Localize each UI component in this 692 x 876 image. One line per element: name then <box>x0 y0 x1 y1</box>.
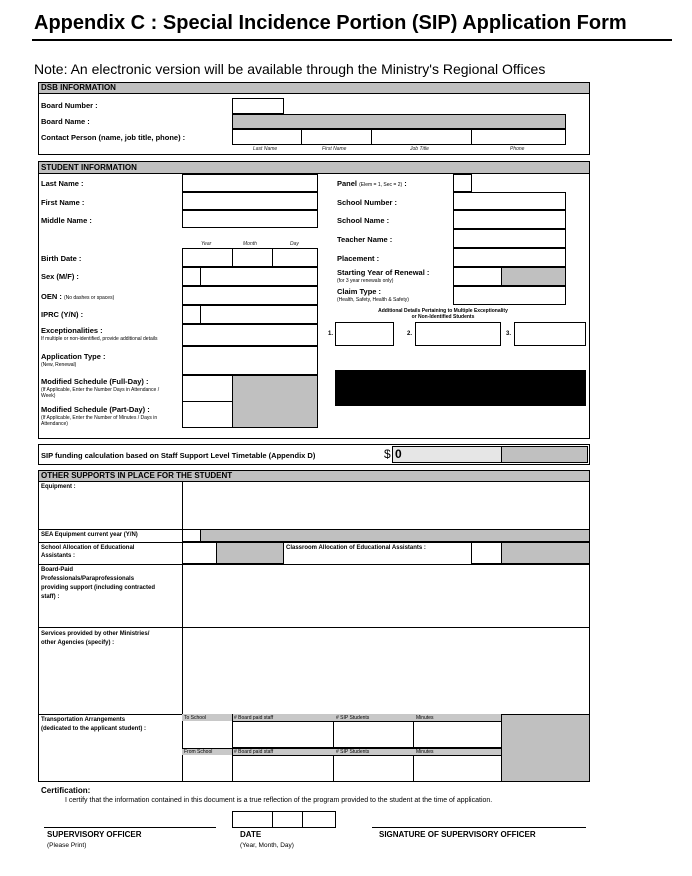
to-sip-students-field[interactable] <box>333 721 414 748</box>
placement-label: Placement : <box>337 254 380 263</box>
mod-part-sub1: (If Applicable, Enter the Number of Minutes / Days in <box>41 415 158 421</box>
col-day: Day <box>290 241 299 247</box>
iprc-label: IPRC (Y/N) : <box>41 310 84 319</box>
col-month: Month <box>243 241 257 247</box>
board-paid-label-2: Professionals/Paraprofessionals <box>41 576 135 582</box>
school-alloc-grey <box>216 542 284 564</box>
transport-label-1: Transportation Arrangements <box>41 717 126 723</box>
starting-year-grey <box>501 267 566 286</box>
placement-field[interactable] <box>453 248 566 267</box>
application-type-field[interactable] <box>182 346 318 375</box>
board-number-field[interactable] <box>232 98 284 114</box>
transport-label-2: (dedicated to the applicant student) : <box>41 726 147 732</box>
redacted-block <box>335 370 586 406</box>
funding-currency: $ <box>384 447 391 461</box>
birth-day-field[interactable] <box>272 248 318 267</box>
date-year-field[interactable] <box>232 811 273 828</box>
to-school-label: To School <box>184 715 206 721</box>
board-paid-label-1: Board-Paid <box>41 567 74 573</box>
to-minutes-field[interactable] <box>413 721 502 748</box>
claim-type-field[interactable] <box>453 286 566 305</box>
services-label-2: other Agencies (specify) : <box>41 640 115 646</box>
starting-year-label: Starting Year of Renewal : <box>337 268 430 277</box>
to-board-paid-field[interactable] <box>232 721 334 748</box>
sex-extra-field <box>200 267 318 286</box>
equipment-label: Equipment : <box>41 484 76 490</box>
transport-grey <box>501 714 590 782</box>
date-month-field[interactable] <box>272 811 303 828</box>
col-year: Year <box>201 241 212 247</box>
from-sip-students-field[interactable] <box>333 755 414 782</box>
to-board-paid-staff: # Board paid staff <box>234 715 274 721</box>
last-name-field[interactable] <box>182 174 318 192</box>
oen-label-text: OEN : <box>41 292 62 301</box>
board-paid-label-3: providing support (including contracted <box>41 585 155 591</box>
additional-details-line1: Additional Details Pertaining to Multiple Exceptionality <box>378 308 508 314</box>
birth-date-label: Birth Date : <box>41 254 82 263</box>
contact-job-title-field[interactable] <box>371 129 472 145</box>
exceptionalities-sub: If multiple or non-identified, provide additional details <box>41 336 158 342</box>
sex-field[interactable] <box>182 267 201 286</box>
sea-label: SEA Equipment current year (Y/N) <box>41 532 138 538</box>
panel-field[interactable] <box>453 174 472 192</box>
from-minutes-field[interactable] <box>413 755 502 782</box>
supervisory-officer-label: SUPERVISORY OFFICER <box>47 830 142 839</box>
panel-colon: : <box>404 179 407 188</box>
school-name-label: School Name : <box>337 216 390 225</box>
signature-label: SIGNATURE OF SUPERVISORY OFFICER <box>379 830 536 839</box>
birth-month-field[interactable] <box>232 248 273 267</box>
funding-value: 0 <box>395 447 402 461</box>
col-job-title: Job Title <box>410 146 429 152</box>
first-name-label: First Name : <box>41 198 85 207</box>
claim-type-sub: (Health, Safety, Health & Safety) <box>337 297 409 303</box>
date-sub-label: (Year, Month, Day) <box>240 842 294 849</box>
funding-grey <box>501 446 588 463</box>
sex-label: Sex (M/F) : <box>41 272 79 281</box>
from-school-label: From School <box>184 749 213 755</box>
school-alloc-label-1: School Allocation of Educational <box>41 545 135 551</box>
please-print-label: (Please Print) <box>47 842 87 849</box>
signature-line <box>372 827 586 828</box>
middle-name-label: Middle Name : <box>41 216 92 225</box>
sea-field[interactable] <box>182 529 201 542</box>
board-name-field <box>232 114 566 129</box>
application-type-label: Application Type : <box>41 352 106 361</box>
page-title: Appendix C : Special Incidence Portion (SIP) Application Form <box>34 12 627 34</box>
additional-details-line2: or Non-Identified Students <box>411 314 475 320</box>
date-day-field[interactable] <box>302 811 336 828</box>
panel-label <box>337 179 407 188</box>
col-first-name: First Name <box>322 146 347 152</box>
to-minutes: Minutes <box>416 715 434 721</box>
mod-full-sub2: Week) <box>41 393 56 399</box>
school-alloc-label-2: Assistants : <box>41 553 76 559</box>
mod-full-field[interactable] <box>182 375 233 402</box>
additional-detail-2-field[interactable] <box>415 322 501 346</box>
middle-name-field[interactable] <box>182 210 318 228</box>
oen-field[interactable] <box>182 286 318 305</box>
oen-sub: (No dashes or spaces) <box>63 295 115 301</box>
funding-label: SIP funding calculation based on Staff Support Level Timetable (Appendix D) <box>41 451 316 460</box>
mod-part-sub2: Attendance) <box>41 421 68 427</box>
school-alloc-field[interactable] <box>182 542 217 564</box>
iprc-field[interactable] <box>182 305 201 324</box>
board-name-label: Board Name : <box>41 117 90 126</box>
mod-schedule-grey <box>232 375 318 428</box>
from-board-paid-field[interactable] <box>232 755 334 782</box>
classroom-alloc-field[interactable] <box>471 542 502 564</box>
certification-text: I certify that the information contained in this document is a true reflection of the program provided to the student at the time of application. <box>65 797 493 804</box>
panel-sub: (Elem = 1, Sec = 2) <box>359 182 403 188</box>
first-name-field[interactable] <box>182 192 318 210</box>
oen-label <box>41 292 114 301</box>
mod-full-label: Modified Schedule (Full-Day) : <box>41 377 149 386</box>
contact-last-name-field[interactable] <box>232 129 302 145</box>
student-header: STUDENT INFORMATION <box>39 162 589 174</box>
additional-detail-1-field[interactable] <box>335 322 394 346</box>
mod-full-sub1: (If Applicable, Enter the Number Days in Attendance / <box>41 387 160 393</box>
title-underline <box>32 39 672 41</box>
additional-num-1: 1. <box>328 331 334 337</box>
birth-year-field[interactable] <box>182 248 233 267</box>
teacher-name-field[interactable] <box>453 229 566 248</box>
starting-year-sub: (for 3 year renewals only) <box>337 278 394 284</box>
certification-title: Certification: <box>41 786 91 795</box>
contact-person-label: Contact Person (name, job title, phone) : <box>41 133 186 142</box>
note-text: Note: An electronic version will be available through the Ministry's Regional Offices <box>34 61 546 77</box>
date-label: DATE <box>240 830 262 839</box>
exceptionalities-field[interactable] <box>182 324 318 346</box>
supervisory-line <box>44 827 216 828</box>
school-number-label: School Number : <box>337 198 398 207</box>
last-name-label: Last Name : <box>41 179 84 188</box>
from-sip-students: # SIP Students <box>336 749 370 755</box>
board-number-label: Board Number : <box>41 101 98 110</box>
iprc-extra-field <box>200 305 318 324</box>
starting-year-field[interactable] <box>453 267 502 286</box>
dsb-header: DSB INFORMATION <box>39 83 589 94</box>
mod-part-field[interactable] <box>182 401 233 428</box>
to-sip-students: # SIP Students <box>336 715 370 721</box>
mod-part-label: Modified Schedule (Part-Day) : <box>41 405 150 414</box>
board-paid-label-4: staff) : <box>41 594 60 600</box>
school-name-field[interactable] <box>453 210 566 229</box>
contact-phone-field[interactable] <box>471 129 566 145</box>
teacher-name-label: Teacher Name : <box>337 235 393 244</box>
panel-label-text: Panel <box>337 179 358 188</box>
exceptionalities-label: Exceptionalities : <box>41 326 103 335</box>
funding-value-field <box>392 446 502 463</box>
claim-type-label: Claim Type : <box>337 287 382 296</box>
school-number-field[interactable] <box>453 192 566 210</box>
classroom-alloc-label: Classroom Allocation of Educational Assistants : <box>286 545 426 551</box>
classroom-alloc-grey <box>501 542 590 564</box>
additional-num-2: 2. <box>407 331 413 337</box>
services-label-1: Services provided by other Ministries/ <box>41 631 150 637</box>
other-header: OTHER SUPPORTS IN PLACE FOR THE STUDENT <box>39 471 589 482</box>
col-phone: Phone <box>510 146 525 152</box>
sea-grey <box>200 529 590 542</box>
additional-num-3: 3. <box>506 331 512 337</box>
contact-first-name-field[interactable] <box>301 129 372 145</box>
from-board-paid-staff: # Board paid staff <box>234 749 274 755</box>
other-label-divider <box>182 481 183 781</box>
additional-detail-3-field[interactable] <box>514 322 586 346</box>
application-type-sub: (New, Renewal) <box>41 362 77 368</box>
col-last-name: Last Name <box>253 146 278 152</box>
from-minutes: Minutes <box>416 749 434 755</box>
